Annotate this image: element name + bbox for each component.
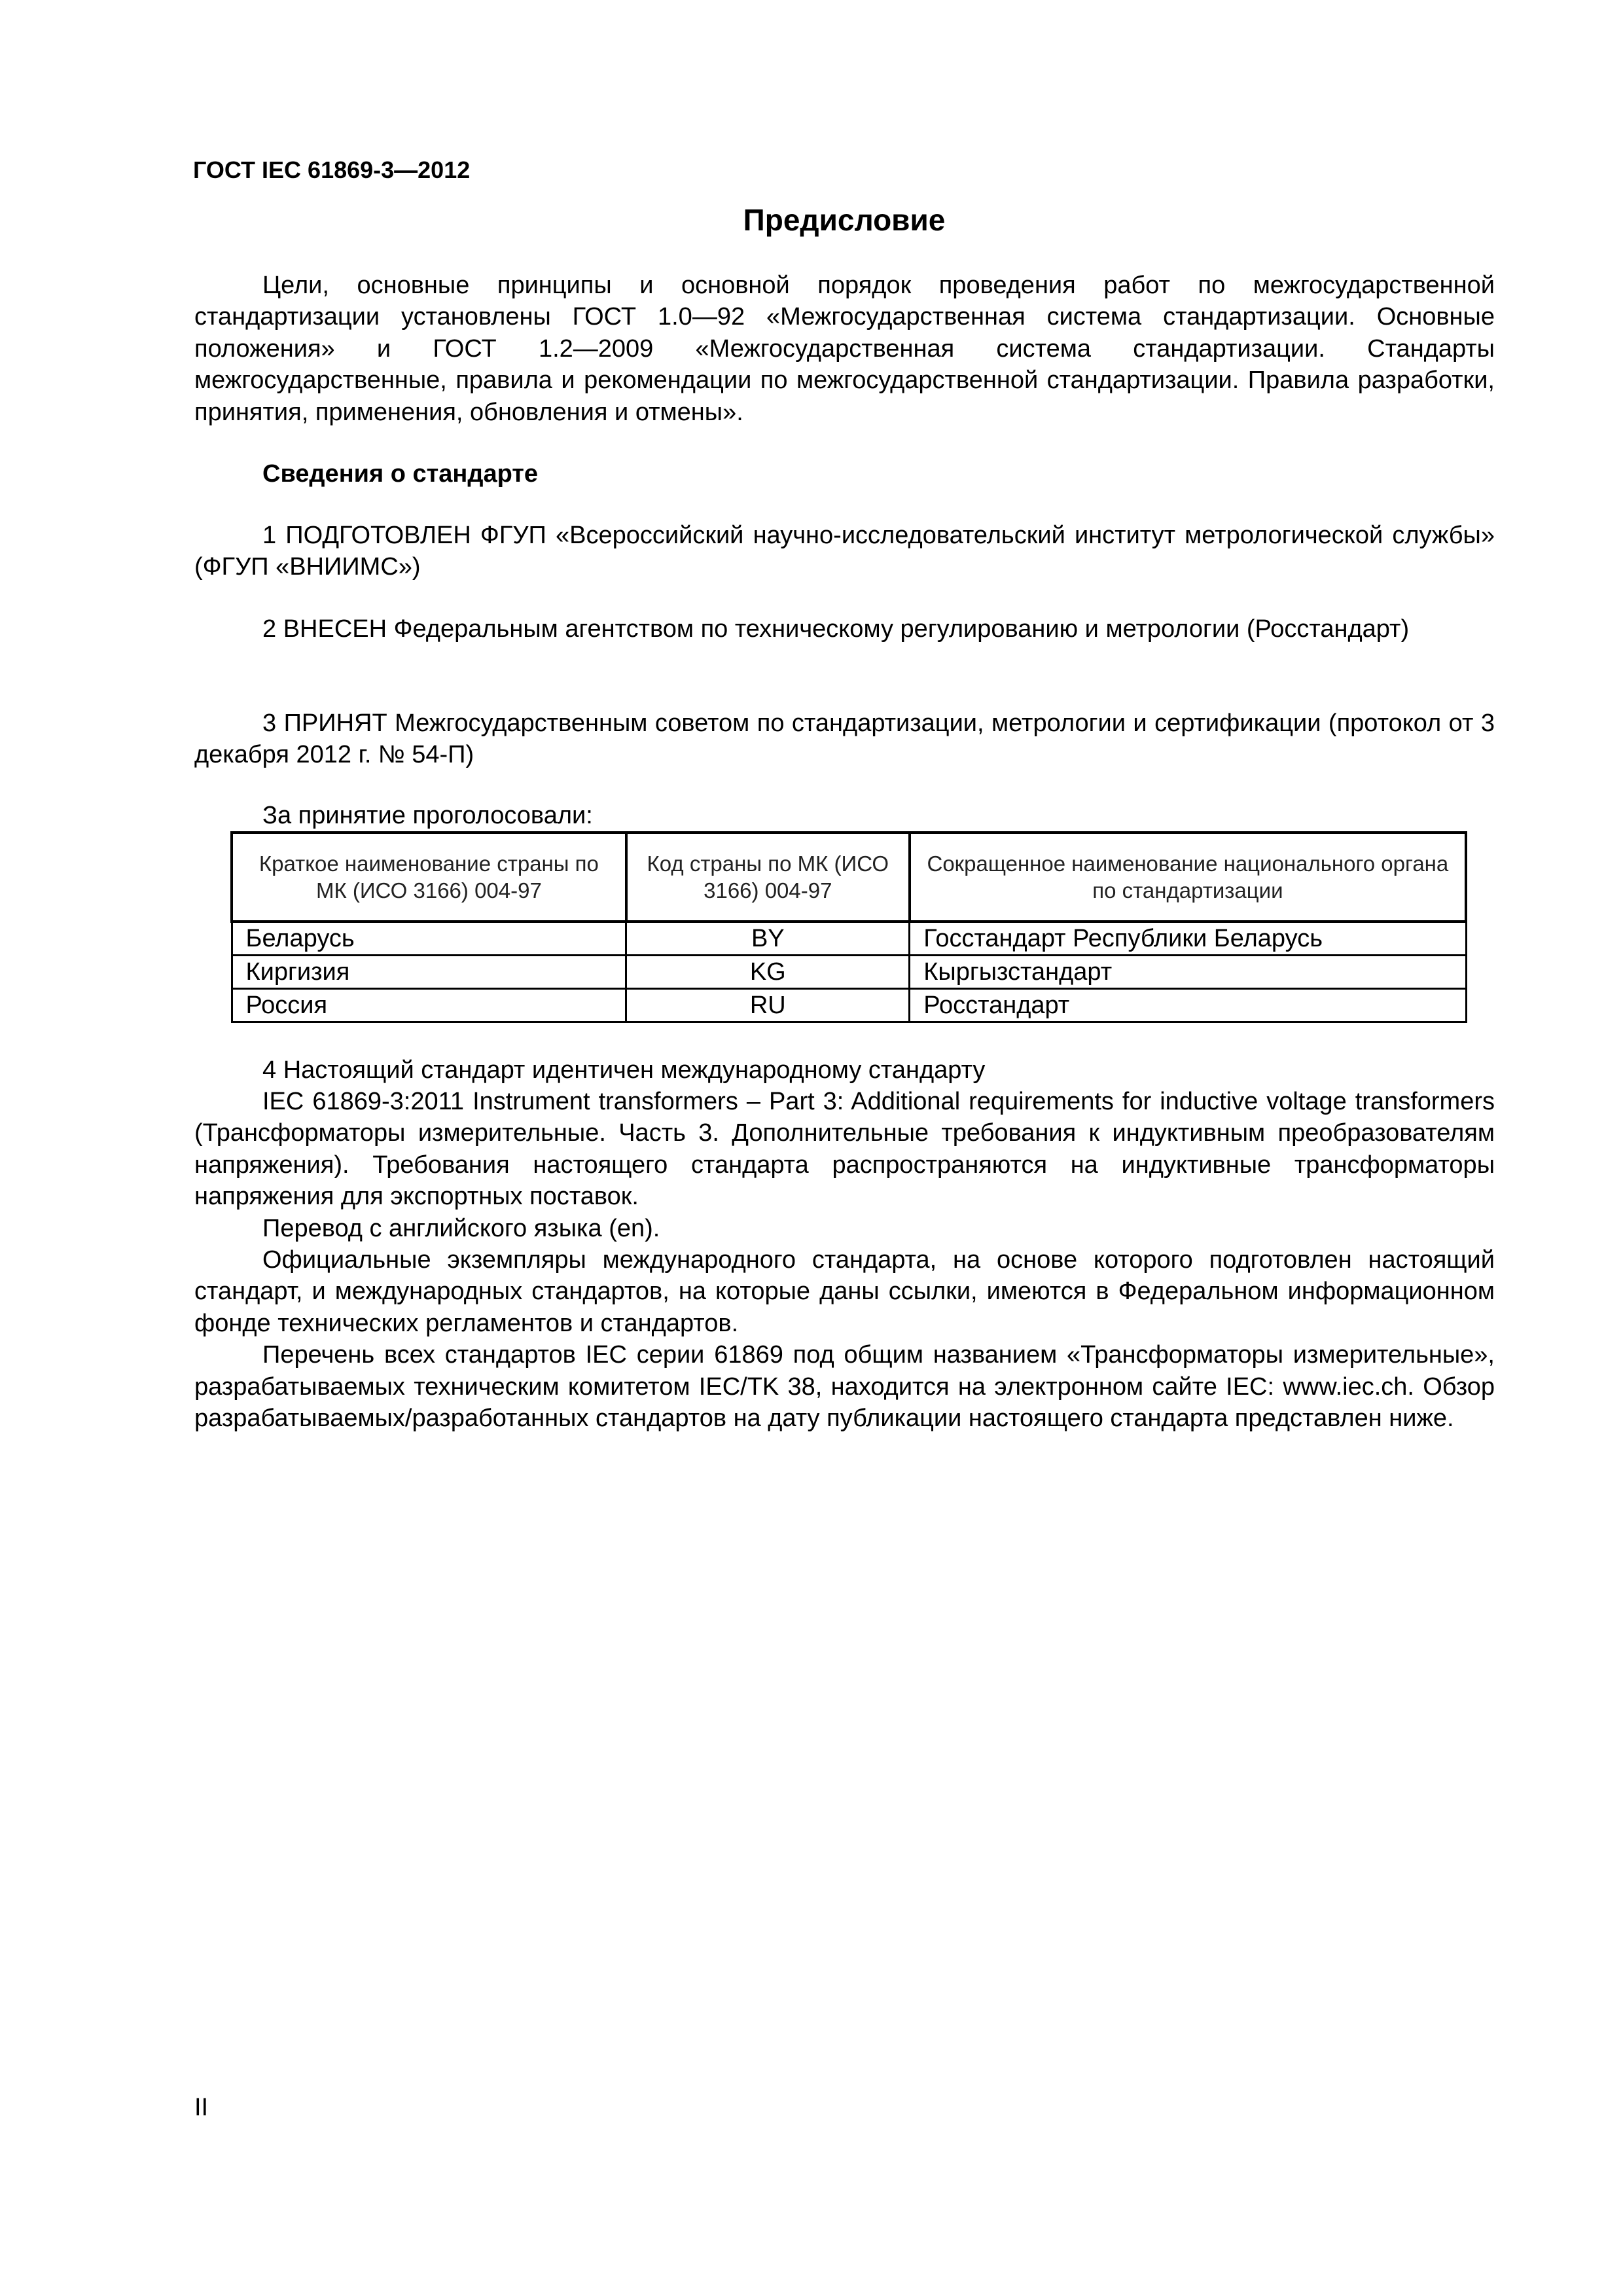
intro-paragraph: Цели, основные принципы и основной порядок проведения работ по межгосударственной стандартизации установлены ГОСТ 1.0—92 «Межгосударственная система стандартизации. Основные положения» и ГОСТ 1.2—2009 «Межгосударственная система стандартизации. Стандарты межгосударственные, правила и рекомендации по межгосударственной стандартизации. Правила разработки, принятия, применения, обновления и отмены». [194,272,1495,426]
table-row [232,922,1466,956]
table-header-row [232,833,1466,922]
item-1-block [194,520,1495,583]
vote-table [230,831,1467,1023]
item-4-paragraph: Перечень всех стандартов IEC серии 61869 под общим названием «Трансформаторы измерительные», разрабатываемых техническим комитетом IEC/TK 38, находится на электронном сайте IEC: www.iec.ch. Обзор разрабатываемых/разработанных стандартов на дату публикации настоящего стандарта представлен ниже. [194,1341,1495,1433]
country-cell: Россия [232,989,626,1022]
item-3: 3 ПРИНЯТ Межгосударственным советом по стандартизации, метрологии и сертификации (протокол от 3 декабря 2012 г. № 54-П) [194,709,1495,769]
item-3-block [194,708,1495,771]
vote-intro: За принятие проголосовали: [262,802,593,829]
table-row [232,989,1466,1022]
item-4-paragraph: IEC 61869-3:2011 Instrument transformers – Part 3: Additional requirements for inductive voltage transformers (Трансформаторы измерительные. Часть 3. Дополнительные требования к индуктивным преобразователям напряжения). Требования настоящего стандарта распространяются на индуктивные трансформаторы напряжения для экспортных поставок. [194,1088,1495,1211]
code-cell: KG [626,956,910,989]
doc-code: ГОСТ IEC 61869-3—2012 [193,156,471,183]
table-row [232,956,1466,989]
column-header-code: Код страны по МК (ИСО 3166) 004-97 [626,833,910,922]
item-4-block [194,1086,1495,1434]
subtitle: Сведения о стандарте [262,460,539,488]
body-cell: Росстандарт [910,989,1466,1022]
item-2: 2 ВНЕСЕН Федеральным агентством по техническому регулированию и метрологии (Росстандарт) [262,615,1410,643]
item-1: 1 ПОДГОТОВЛЕН ФГУП «Всероссийский научно-исследовательский институт метрологической службы» (ФГУП «ВНИИМС») [194,522,1495,581]
code-cell: RU [626,989,910,1022]
body-cell: Госстандарт Республики Беларусь [910,922,1466,956]
body-cell: Кыргызстандарт [910,956,1466,989]
column-header-body: Сокращенное наименование национального органа по стандартизации [910,833,1466,922]
column-header-country: Краткое наименование страны по МК (ИСО 3166) 004-97 [232,833,626,922]
intro-block [194,270,1495,428]
page-number: II [194,2094,209,2121]
page-title: Предисловие [743,203,946,237]
item-2-block [194,613,1495,645]
item-4-lead: 4 Настоящий стандарт идентичен международному стандарту [262,1056,986,1084]
country-cell: Беларусь [232,922,626,956]
item-4-paragraph: Официальные экземпляры международного стандарта, на основе которого подготовлен настоящий стандарт, и международных стандартов, на которые даны ссылки, имеются в Федеральном информационном фонде технических регламентов и стандартов. [194,1246,1495,1337]
code-cell: BY [626,922,910,956]
country-cell: Киргизия [232,956,626,989]
item-4-paragraph: Перевод с английского языка (en). [262,1214,660,1242]
